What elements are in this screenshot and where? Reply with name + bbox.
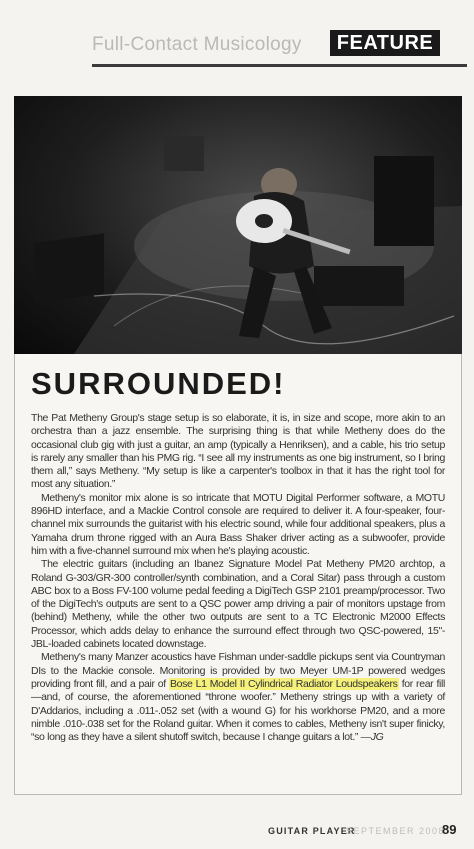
guitarist-illustration: [14, 96, 462, 354]
highlighted-text: Bose L1 Model II Cylindrical Radiator Loudspeakers: [169, 677, 398, 690]
paragraph-4-end: for rear fill—and, of course, the aforementioned “throne woofer.” Metheny strings up with a variety of D'Addarios, including a .011-.052 set (with a wound G) for his workhorse PM20, and a more nimble .010-.038 set for the Roland guitar. When it comes to cables, Metheny isn't super finicky, “so long as they have a silent shutoff switch, because I change guitars a lot.”: [31, 677, 445, 744]
byline: —JG: [360, 731, 384, 744]
page-number: 89: [442, 822, 457, 837]
paragraph-3: The electric guitars (including an Ibanez Signature Model Pat Metheny PM20 archtop, a Roland G-303/GR-300 controller/synth combination, and a Coral Sitar) pass through a custom ABC box to a Boss FV-100 volume pedal feeding a DigiTech GSP 2101 preamp/processor. Two of the DigiTech's outputs are sent to a QSC power amp driving a pair of monitors upstage from (behind) Metheny, while the other two outputs are sent to a TC Electronic M2000 Effects Processor, which adds delay to enhance the surround effect through two QSC-powered, 15"-JBL-loaded cabinets located downstage.: [31, 558, 445, 651]
article-body: [31, 412, 445, 744]
paragraph-1: The Pat Metheny Group's stage setup is so elaborate, it is, in size and scope, more akin to an orchestra than a jazz ensemble. The surprising thing is that while Metheny does do the occasional club gig with just a guitar, an amp (typically a Henriksen), and a cable, his trio setup is rarely any smaller than his PMG rig. “I see all my instruments as one big instrument, so I bring them all,” says Metheny. “My setup is like a carpenter's toolbox in that it has the right tool for most any situation.”: [31, 412, 445, 491]
page-footer: [0, 822, 474, 838]
issue-date: SEPTEMBER 2008: [346, 826, 446, 836]
concert-photo: [14, 96, 462, 354]
article-headline: SURROUNDED!: [31, 366, 286, 401]
page-header: [0, 30, 474, 60]
magazine-name: GUITAR PLAYER: [268, 826, 356, 836]
feature-tag: FEATURE: [330, 30, 440, 56]
paragraph-4: [31, 651, 445, 744]
paragraph-4-start: Metheny's many Manzer acoustics have Fishman under-saddle pickups sent via Countryman DIs to the Mackie console. Monitoring is provided by two Meyer UM-1P powered wedges providing front fill, and a pair of: [31, 651, 445, 690]
paragraph-2: Metheny's monitor mix alone is so intricate that MOTU Digital Performer software, a MOTU 896HD interface, and a Mackie Control console are required to deliver it. A four-speaker, four-channel mix surrounds the guitarist with his electric sound, while four additional speakers, plus a Yamaha drum throne rigged with an Aura Bass Shaker driver acting as a subwoofer, provide him with a five-channel surround mix when he's playing acoustic.: [31, 491, 445, 557]
section-title: Full-Contact Musicology: [92, 34, 302, 55]
header-rule: [92, 64, 467, 67]
